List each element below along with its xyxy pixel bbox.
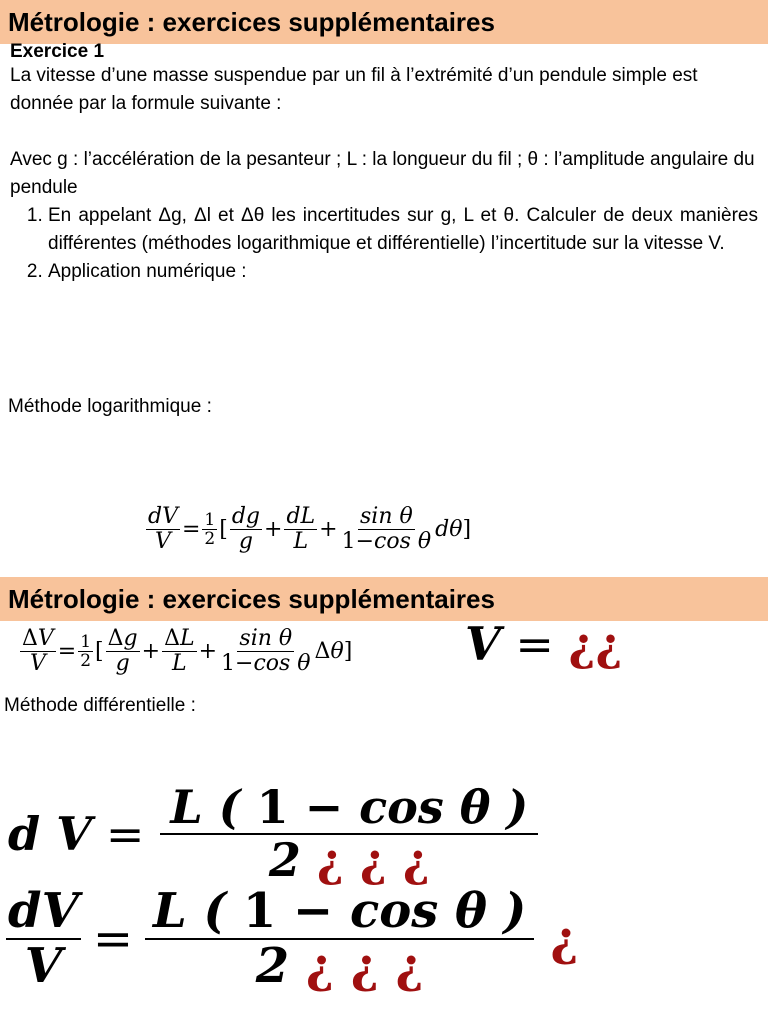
method-log-label: Méthode logarithmique : [8,396,212,417]
dv-formula: d V = $\frac{\text{L ( 1 − cos θ )}}{2 ¿ ¿ ¿}$ [8,782,540,885]
variables-paragraph: Avec g : l’accélération de la pesanteur ; L : la longueur du fil ; θ : l’amplitude angulaire du pendule [10,149,755,198]
question-item-2: 2. Application numérique : [48,258,758,286]
question-item-1: 1. En appelant Δg, Δl et Δθ les incertitudes sur g, L et θ. Calculer de deux manières différentes (méthodes logarithmique et différentielle) l’incertitude sur la vitesse V. [48,202,758,258]
delta-formula: $\frac{\Delta V}{V}$ = $\frac{1}{2}$ [ $\frac{\Delta g}{g}$ + $\frac{\Delta L}{L}$ + $\frac{\text{sin θ}}{\text{1−cos θ}}$ Δθ ] [22,626,353,677]
dv-over-v-formula: $\frac{dV}{V}$ = $\frac{\text{L ( 1 − cos θ )}}{2 ¿ ¿ ¿}$ ¿ [8,883,579,994]
method-diff-label: Méthode différentielle : [4,695,196,716]
slide-1-title: Métrologie : exercices supplémentaires [0,0,768,44]
exercise-title: Exercice 1 [10,41,105,62]
v-equals-formula: V = ¿¿ [465,617,623,671]
question-list [10,202,758,286]
slide-2-title: Métrologie : exercices supplémentaires [0,577,768,621]
slide-1-body [0,42,768,286]
intro-paragraph: La vitesse d’une masse suspendue par un fil à l’extrémité d’un pendule simple est donnée par la formule suivante : [10,65,698,114]
log-formula: $\frac{dV}{V}$ = $\frac{1}{2}$ [ $\frac{dg}{g}$ + $\frac{dL}{L}$ + $\frac{\text{sin θ}}{\text{1−cos θ}}$ dθ ] [148,504,472,555]
slide-2 [0,577,768,1024]
